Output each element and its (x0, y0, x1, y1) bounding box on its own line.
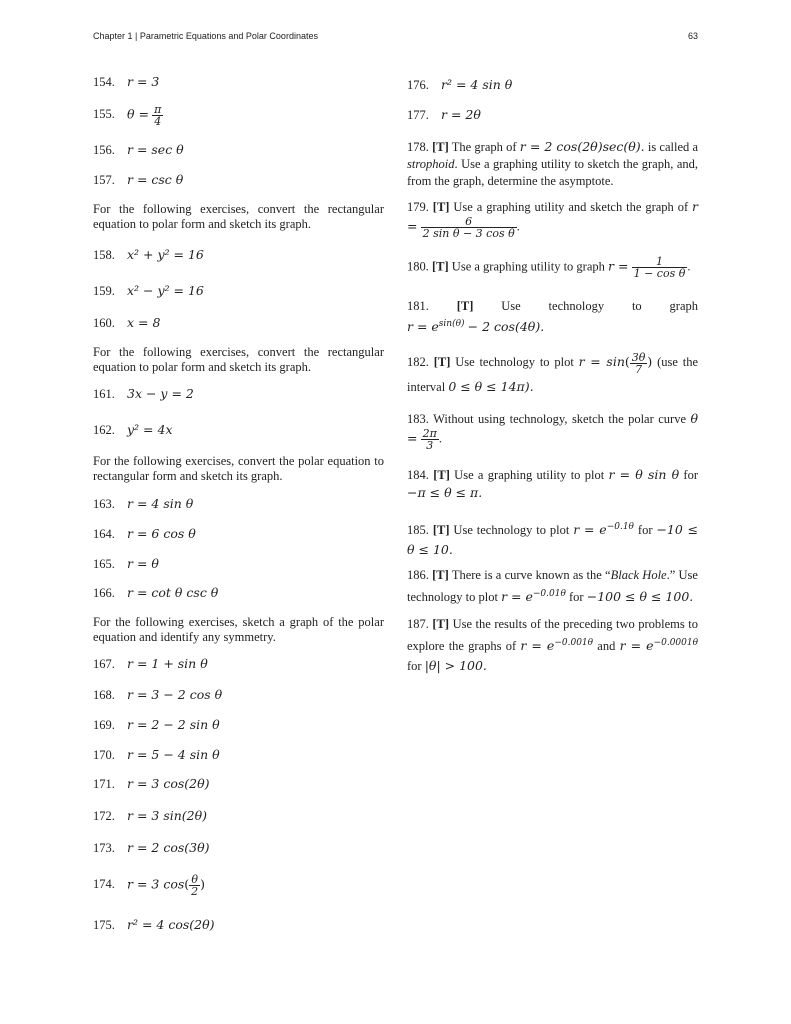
text: The graph of (451, 140, 517, 154)
exercise-168 (93, 687, 384, 703)
equation: r = 1 + sin θ (127, 656, 208, 671)
exercise-number: 154. (93, 75, 115, 89)
exercise-number: 177. (407, 108, 429, 122)
exercise-175 (93, 917, 384, 933)
exercise-number: 165. (93, 557, 115, 571)
running-header: Chapter 1 | Parametric Equations and Polar Coordinates (93, 31, 318, 41)
technology-tag: [T] (432, 523, 450, 538)
exercise-184 (407, 466, 698, 502)
equation: r = csc θ (127, 172, 184, 187)
exercise-176 (407, 77, 698, 93)
denominator: 1 − cos θ (633, 267, 686, 280)
exponent: −0.01θ (532, 589, 566, 599)
equation: r = 2 cos(3θ) (127, 840, 210, 855)
equation: 3x − y = 2 (127, 386, 194, 401)
equation: 0 ≤ θ ≤ 14π). (448, 378, 534, 394)
exercise-183 (407, 410, 698, 451)
text: for (637, 523, 653, 538)
equation: r = 3 cos (127, 876, 185, 892)
exercise-178 (407, 138, 698, 190)
equation: r = (608, 258, 629, 274)
exercise-number: 174. (93, 877, 115, 892)
exercise-185 (407, 518, 698, 560)
exercise-180 (407, 256, 698, 279)
exercise-165 (93, 556, 384, 572)
denominator: 2 sin θ − 3 cos θ (422, 227, 515, 240)
equation: r = 2 − 2 sin θ (127, 717, 220, 732)
exercise-number: 162. (93, 423, 115, 437)
equation: −10 ≤ θ ≤ 10. (407, 522, 699, 558)
denominator: 4 (154, 115, 162, 128)
text: Use technology to plot (453, 523, 570, 538)
text: Use a graphing utility and sketch the graph of (453, 200, 689, 214)
exercise-181-equation (407, 315, 698, 337)
instructions-2: For the following exercises, convert the rectangular equation to polar form and sketch its graph. (93, 345, 384, 374)
equation: r² = 4 cos(2θ) (127, 917, 215, 932)
equation: θ = (407, 411, 698, 446)
exercise-number: 180. (407, 259, 429, 274)
text: for (569, 590, 584, 605)
exercise-159 (93, 283, 384, 299)
exercise-number: 157. (93, 173, 115, 187)
exercise-181 (407, 297, 698, 316)
equation: r = 6 cos θ (127, 526, 196, 541)
numerator: π (154, 103, 162, 116)
equation: x = 8 (127, 315, 161, 330)
equation: r² = 4 sin θ (441, 77, 513, 92)
exercise-number: 161. (93, 387, 115, 401)
technology-tag: [T] (432, 140, 449, 154)
exercise-number: 179. (407, 200, 429, 214)
punctuation: . (687, 259, 691, 274)
punctuation: . (516, 219, 520, 234)
exercise-number: 186. (407, 568, 429, 582)
text: for (407, 659, 422, 674)
exercise-154 (93, 74, 384, 90)
equation: r = θ (127, 556, 159, 571)
equation: r = e (573, 522, 607, 538)
fraction (421, 428, 439, 451)
exercise-number: 181. (407, 299, 429, 313)
exercise-171 (93, 776, 384, 792)
exercise-number: 158. (93, 248, 115, 262)
numerator: θ (189, 874, 200, 886)
exercise-number: 163. (93, 497, 115, 511)
exercise-155 (93, 104, 384, 127)
technology-tag: [T] (456, 299, 474, 313)
exercise-164 (93, 526, 384, 542)
exponent: −0.001θ (554, 638, 594, 648)
equation: r = 3 (127, 74, 160, 89)
exercise-186 (407, 566, 698, 607)
equation: r = 3 − 2 cos θ (127, 687, 223, 702)
fraction (630, 352, 648, 375)
exercise-number: 155. (93, 107, 115, 122)
exercise-169 (93, 717, 384, 733)
text: Without using technology, sketch the polar curve (433, 412, 686, 426)
exponent: sin(θ) (438, 319, 465, 329)
equation: r = e (520, 638, 555, 654)
exercise-number: 168. (93, 688, 115, 702)
exercise-number: 173. (93, 841, 115, 855)
text: Use a graphing utility to graph (451, 259, 605, 274)
equation: r = 2θ (441, 107, 481, 122)
exercise-number: 170. (93, 748, 115, 762)
exercise-156 (93, 142, 384, 158)
exponent: −0.0001θ (653, 638, 699, 648)
equation: r = 2 cos(2θ)sec(θ). (519, 139, 645, 154)
text: Use technology to plot (455, 355, 574, 369)
equation: r = sec θ (127, 142, 184, 157)
exercise-177 (407, 107, 698, 123)
technology-tag: [T] (432, 617, 450, 631)
denominator: 2 (191, 885, 199, 898)
exercise-157 (93, 172, 384, 188)
exercise-number: 187. (407, 617, 429, 631)
exercise-number: 166. (93, 586, 115, 600)
technology-tag: [T] (432, 259, 449, 274)
equation: x² − y² = 16 (127, 283, 204, 298)
exercise-number: 175. (93, 918, 115, 932)
exercise-number: 182. (407, 355, 429, 369)
equation: r = cot θ csc θ (127, 585, 219, 600)
exercise-162 (93, 422, 384, 438)
technology-tag: [T] (433, 468, 450, 482)
denominator: 3 (426, 439, 434, 452)
term: strophoid (407, 157, 455, 171)
equation: − 2 cos(4θ). (467, 319, 545, 335)
technology-tag: [T] (432, 568, 449, 582)
exercise-182: 182. [T] Use technology to plot r = sin( $\frac{3\theta}{7}$ ) (use the interval 0 ≤ θ ≤ 14π). (407, 350, 699, 394)
equation: r = e (501, 589, 533, 605)
text: .” Use technology to plot (407, 568, 698, 605)
exercise-167 (93, 656, 384, 672)
instructions-3: For the following exercises, convert the polar equation to rectangular form and sketch its graph. (93, 454, 384, 483)
fraction (189, 874, 200, 897)
text: Use technology to graph (501, 299, 698, 313)
equation: r = e (407, 319, 439, 335)
exercise-number: 183. (407, 412, 429, 426)
page-number: 63 (687, 31, 698, 41)
text: Use the results of the preceding two problems to explore the graphs of (407, 617, 698, 654)
text: Use a graphing utility to plot (454, 468, 605, 482)
denominator: 7 (635, 362, 643, 376)
equation: |θ| > 100. (424, 658, 487, 674)
exercise-number: 167. (93, 657, 115, 671)
exercise-174: 174. r = 3 cos( $\frac{\theta}{2}$ ) (93, 873, 206, 898)
text: (use the interval (407, 355, 699, 394)
exercise-161 (93, 386, 384, 402)
exercise-number: 156. (93, 143, 115, 157)
exponent: −0.1θ (606, 522, 634, 532)
equation: −100 ≤ θ ≤ 100. (586, 589, 694, 605)
text: . Use a graphing utility to sketch the graph, and, from the graph, determine the asymptote. (407, 157, 698, 188)
equation: r = e (619, 638, 654, 654)
exercise-166 (93, 585, 384, 601)
equation: y² = 4x (127, 422, 173, 437)
text: and (597, 639, 616, 654)
exercise-number: 159. (93, 284, 115, 298)
exercise-160 (93, 315, 384, 331)
fraction (421, 216, 517, 239)
equation: r = 5 − 4 sin θ (127, 747, 220, 762)
numerator: 2π (422, 427, 437, 440)
text: is called a (647, 140, 699, 154)
technology-tag: [T] (432, 200, 450, 214)
exercise-number: 164. (93, 527, 115, 541)
technology-tag: [T] (433, 355, 451, 369)
exercise-number: 185. (407, 523, 429, 538)
exercise-158 (93, 247, 384, 263)
exercise-number: 171. (93, 777, 115, 791)
exercise-163 (93, 496, 384, 512)
equation: r = θ sin θ (608, 467, 680, 482)
equation: θ = (127, 106, 149, 122)
numerator: 3θ (631, 350, 646, 364)
exercise-187 (407, 615, 698, 676)
instructions-1: For the following exercises, convert the rectangular equation to polar form and sketch its graph. (93, 202, 384, 231)
exercise-number: 178. (407, 140, 429, 154)
exercise-172 (93, 808, 384, 824)
exercise-170 (93, 747, 384, 763)
equation: x² + y² = 16 (127, 247, 204, 262)
exercise-number: 172. (93, 809, 115, 823)
equation: r = 3 cos(2θ) (127, 776, 210, 791)
exercise-number: 169. (93, 718, 115, 732)
equation: r = 3 sin(2θ) (127, 808, 208, 823)
numerator: 1 (632, 256, 688, 268)
exercise-number: 160. (93, 316, 115, 330)
numerator: 6 (421, 216, 517, 228)
equation: r = (407, 199, 699, 234)
text: There is a curve known as the “ (451, 568, 611, 582)
text: for (683, 468, 698, 482)
punctuation: . (438, 431, 442, 446)
exercise-number: 176. (407, 78, 429, 92)
term: Black Hole (610, 568, 667, 582)
exercise-number: 184. (407, 468, 429, 482)
instructions-4: For the following exercises, sketch a graph of the polar equation and identify any symmetry. (93, 615, 384, 644)
equation: r = sin (578, 354, 625, 369)
equation: r = 4 sin θ (127, 496, 194, 511)
exercise-173 (93, 840, 384, 856)
equation: −π ≤ θ ≤ π. (407, 485, 483, 500)
fraction (152, 104, 163, 127)
fraction (632, 255, 691, 280)
exercise-179 (407, 198, 698, 239)
